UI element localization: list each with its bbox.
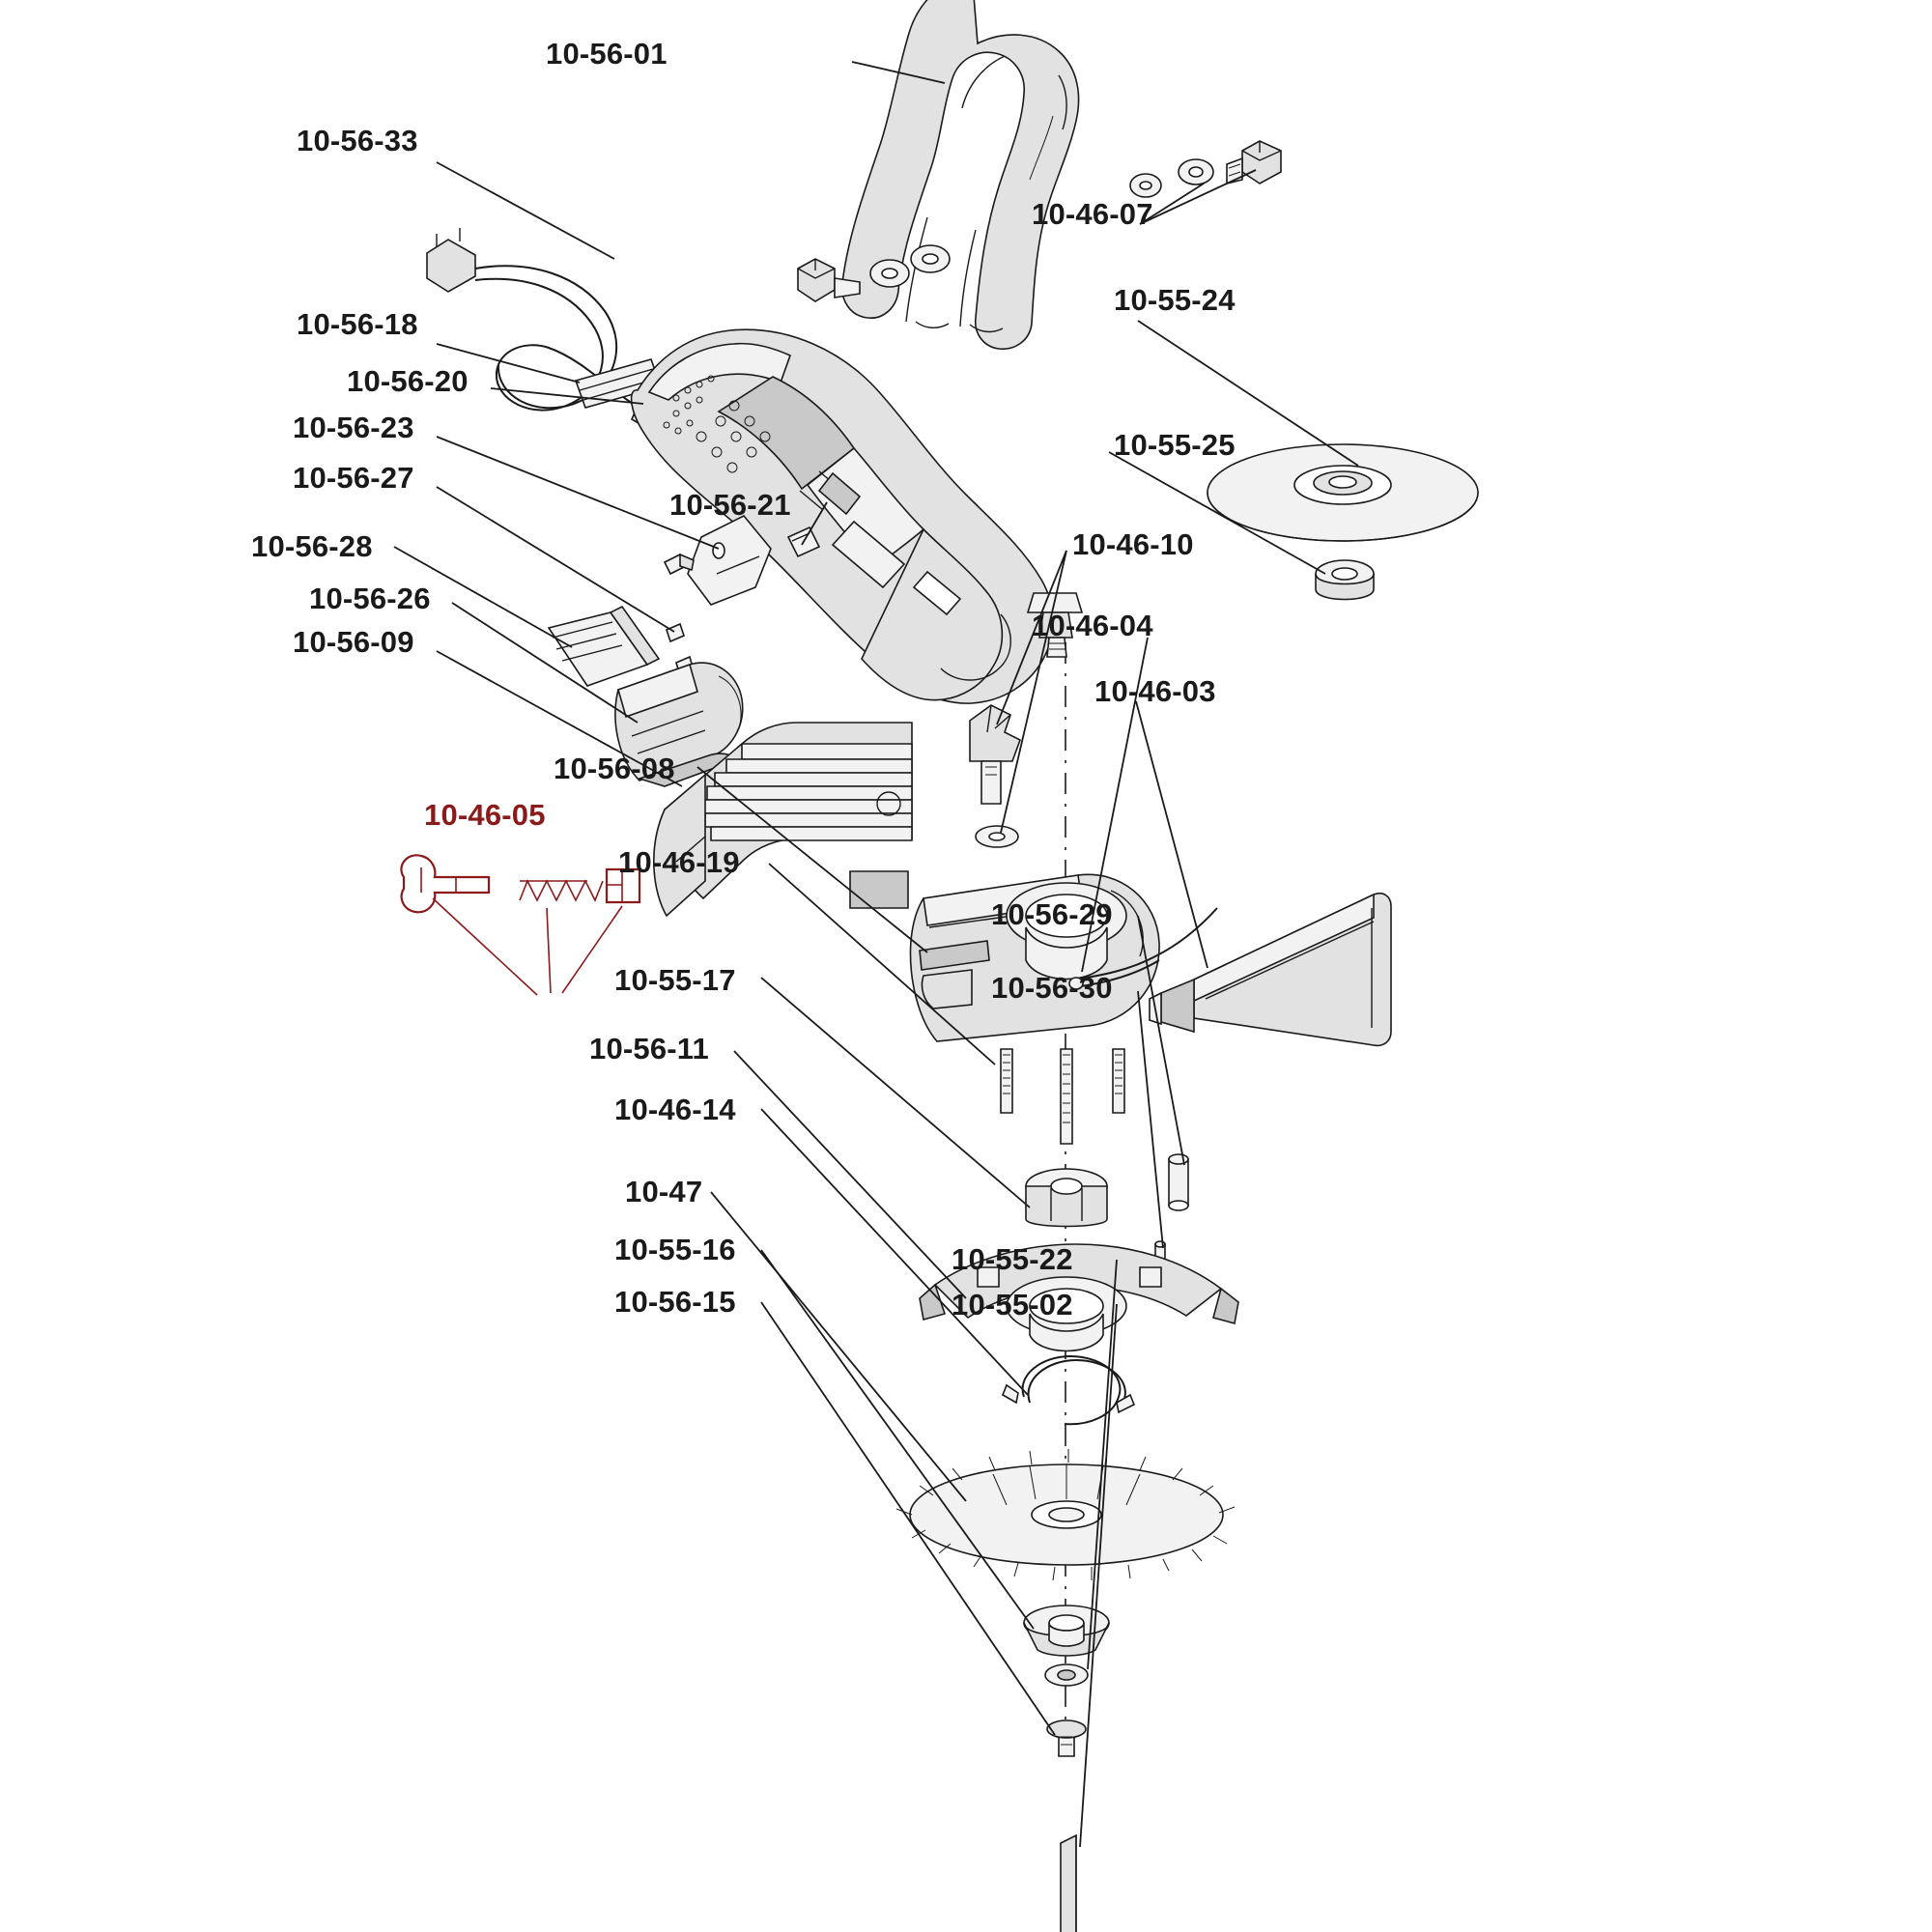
part-saw-blade bbox=[896, 1449, 1235, 1580]
part-inner-flange-bushing bbox=[1026, 1169, 1107, 1227]
part-label-10-56-26: 10-56-26 bbox=[309, 582, 431, 615]
part-label-10-55-24: 10-55-24 bbox=[1114, 283, 1236, 317]
part-hex-key-wrench bbox=[1061, 1835, 1177, 1932]
part-washer bbox=[1045, 1664, 1088, 1686]
part-label-10-56-28: 10-56-28 bbox=[251, 529, 373, 563]
part-label-10-46-03: 10-46-03 bbox=[1094, 674, 1216, 708]
part-guard-wing-plate bbox=[1150, 894, 1391, 1046]
part-label-10-55-02: 10-55-02 bbox=[952, 1288, 1073, 1321]
part-label-10-56-21: 10-56-21 bbox=[669, 488, 791, 522]
part-machine-screws bbox=[1001, 1049, 1124, 1144]
part-label-10-56-23: 10-56-23 bbox=[293, 411, 414, 444]
part-clamp-screw bbox=[1047, 1720, 1086, 1756]
leader-lines bbox=[394, 62, 1358, 1847]
part-label-10-55-17: 10-55-17 bbox=[614, 963, 736, 997]
part-label-10-55-16: 10-55-16 bbox=[614, 1233, 736, 1266]
part-motor-housing-assembly bbox=[576, 329, 1082, 703]
part-label-10-46-04: 10-46-04 bbox=[1032, 609, 1153, 642]
part-label-10-56-20: 10-56-20 bbox=[347, 364, 469, 398]
part-label-10-56-27: 10-56-27 bbox=[293, 461, 414, 495]
part-spacer-ring bbox=[1316, 560, 1374, 600]
part-lock-pin-and-washer bbox=[970, 705, 1020, 847]
part-label-10-56-33: 10-56-33 bbox=[297, 124, 418, 157]
part-label-10-56-09: 10-56-09 bbox=[293, 625, 414, 659]
part-label-10-56-15: 10-56-15 bbox=[614, 1285, 736, 1319]
part-pin-spring-and-bushing-kit bbox=[401, 855, 639, 995]
part-label-10-56-29: 10-56-29 bbox=[991, 897, 1113, 931]
part-label-10-56-08: 10-56-08 bbox=[554, 752, 675, 785]
part-label-10-46-07: 10-46-07 bbox=[1032, 197, 1153, 231]
part-label-10-47: 10-47 bbox=[625, 1175, 703, 1208]
part-auxiliary-handle-bail bbox=[842, 0, 1079, 349]
part-label-10-46-14: 10-46-14 bbox=[614, 1093, 736, 1126]
part-label-10-46-05: 10-46-05 bbox=[424, 798, 546, 832]
part-label-10-46-19: 10-46-19 bbox=[618, 845, 740, 879]
part-brush-cover-plate bbox=[665, 516, 771, 605]
part-backing-flange-disc bbox=[1208, 444, 1478, 541]
part-label-10-55-22: 10-55-22 bbox=[952, 1242, 1073, 1276]
part-label-10-56-01: 10-56-01 bbox=[546, 37, 668, 71]
part-label-10-56-11: 10-56-11 bbox=[589, 1032, 709, 1065]
part-dowel-pin bbox=[1169, 1154, 1188, 1210]
part-label-10-46-10: 10-46-10 bbox=[1072, 527, 1194, 561]
part-label-10-55-25: 10-55-25 bbox=[1114, 428, 1236, 462]
part-label-10-56-30: 10-56-30 bbox=[991, 971, 1113, 1005]
part-label-10-56-18: 10-56-18 bbox=[297, 307, 418, 341]
